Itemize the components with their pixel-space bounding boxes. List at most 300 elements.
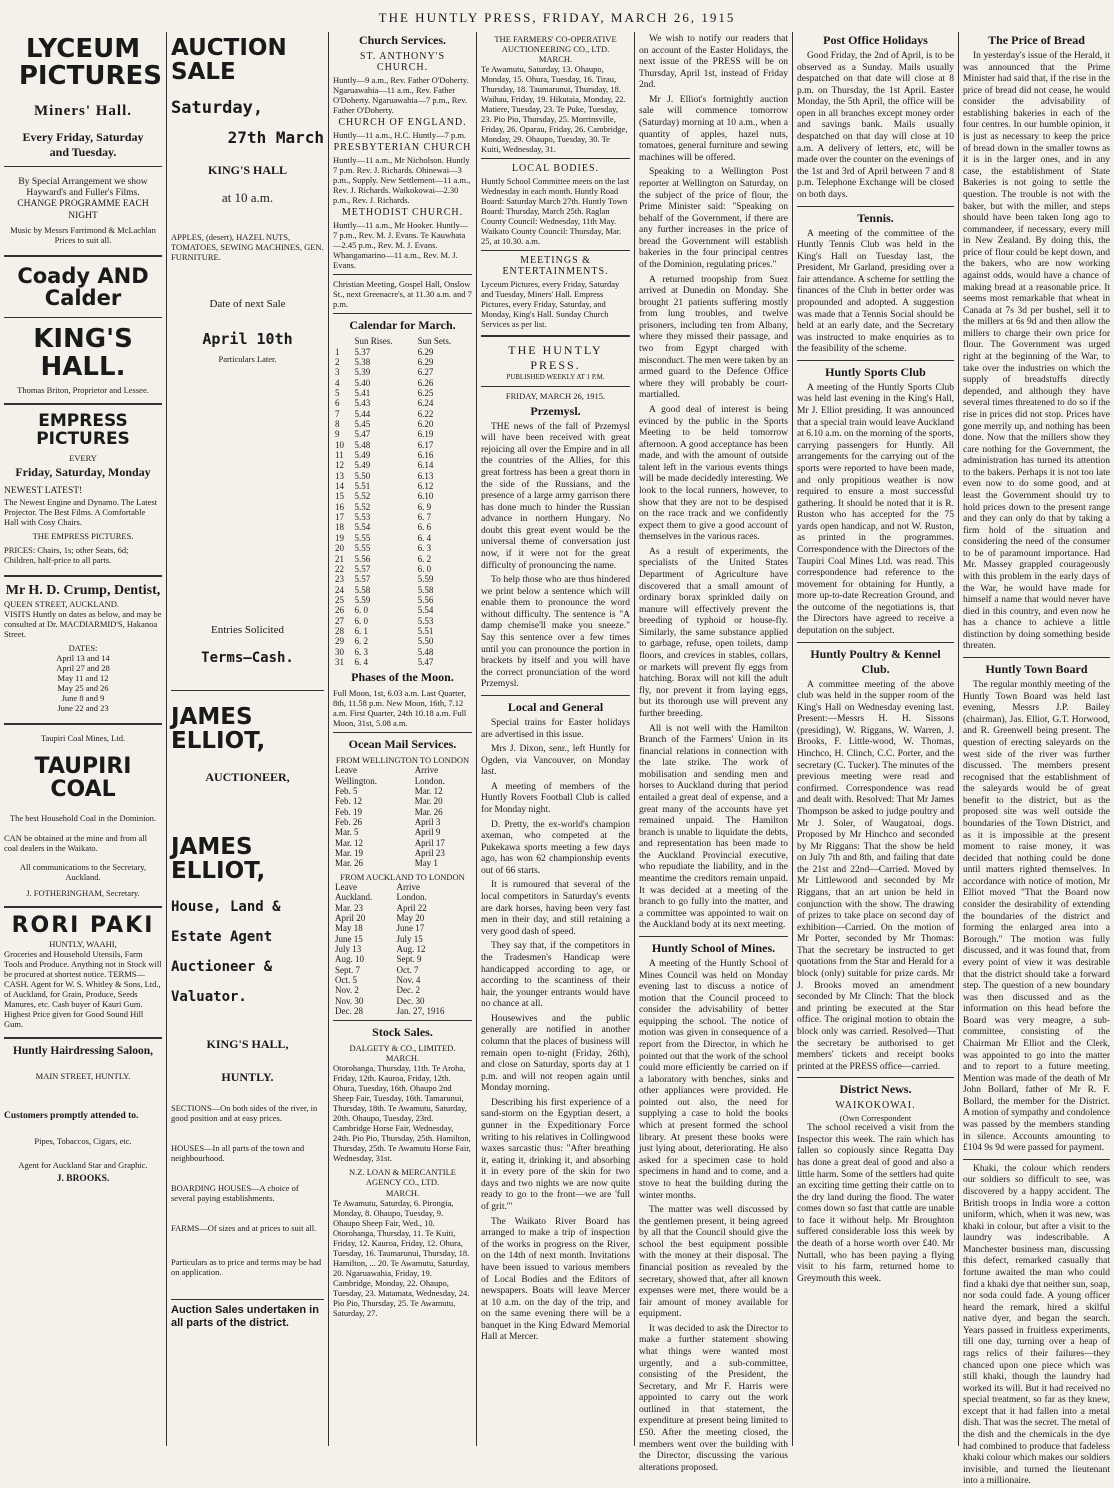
calendar-row-cell: 6. 0: [354, 605, 369, 616]
mail-row-cell: Dec. 30: [396, 995, 425, 1006]
crump-date: April 27 and 28: [56, 663, 110, 674]
calendar-row: [333, 543, 472, 553]
calendar-row: [333, 585, 472, 595]
hairdressing-brooks: J. BROOKS.: [56, 1174, 110, 1185]
waikokowai-title: WAIKOKOWAI.: [835, 1100, 916, 1112]
calendar-row-cell: 7: [335, 408, 340, 419]
calendar-row-cell: 6: [335, 398, 340, 409]
lyceum-subtitle: PICTURES: [18, 61, 162, 92]
mail-row-cell: Feb. 19: [335, 806, 362, 817]
calendar-row-cell: 6.27: [417, 367, 434, 378]
house-land: House, Land &: [171, 898, 281, 915]
mail-header: Wellington.: [335, 775, 378, 786]
calendar-row-cell: 6. 1: [354, 625, 369, 636]
calendar-row-cell: 31: [335, 656, 344, 667]
mail-header: Leave: [335, 765, 357, 776]
auction-day: Saturday,: [171, 98, 264, 119]
calendar-row-cell: 22: [335, 563, 344, 574]
mail-row-cell: May 20: [396, 912, 425, 923]
auction-venue: KING'S HALL: [207, 163, 288, 178]
calendar-row: [333, 450, 472, 460]
calendar-row-cell: 6. 4: [417, 532, 432, 543]
column-2: [167, 30, 328, 1448]
calendar-row-cell: 6.10: [417, 491, 434, 502]
calendar-row-cell: 5.53: [417, 615, 434, 626]
calendar-row-cell: 5.37: [354, 346, 371, 357]
mail-row-cell: Oct. 5: [335, 974, 357, 985]
calendar-row-cell: 5.57: [354, 563, 371, 574]
crump-date: April 13 and 14: [56, 653, 110, 664]
calendar-row: [333, 605, 472, 615]
calendar-row-cell: 6. 2: [417, 553, 432, 564]
mail-row: [333, 965, 472, 975]
calendar-row-cell: 27: [335, 615, 344, 626]
particulars-text: Particulars as to price and terms may be had on application.: [171, 1257, 322, 1278]
local-general-item: The Waikato River Board has arranged to make a trip of inspection of the works in progress on the River, on the 14th of next month. Invitations have been issued to various members of Local Bodies and the Editors of newspapers. Boats will leave Mercer at 10 a.m. on the day of the trip, and on the same evening there will be a banquet in the King Edward Memorial Hall at Mercer.: [481, 1216, 630, 1343]
mail-row: [333, 985, 472, 995]
calendar-row-cell: 5.50: [417, 636, 434, 647]
valuator: Valuator.: [171, 988, 247, 1005]
nz-loan-title: N.Z. LOAN & MERCANTILE AGENCY CO., LTD.: [349, 1167, 456, 1188]
auction-title: AUCTION SALE: [171, 35, 287, 86]
crump-address: QUEEN STREET, AUCKLAND.: [4, 599, 120, 610]
mail-row-cell: Feb. 5: [335, 786, 358, 797]
school-of-mines-text: The matter was well discussed by the gentlemen present, it being agreed by all that the Council should give the school the best equipment possible with the money at their disposal. The financial position as revealed by the secretary, showed that, after all known expenses were met, there would be a fair amount of money available for equipment.: [639, 1205, 788, 1320]
rori-paki: RORI PAKI: [11, 912, 155, 938]
calendar-row: [333, 512, 472, 522]
entries-solicited: Entries Solicited: [210, 624, 284, 637]
england-title: CHURCH OF ENGLAND.: [338, 117, 467, 129]
column-4: [477, 30, 634, 1448]
calendar-row-cell: 6. 6: [417, 522, 432, 533]
calendar-row-cell: 5.54: [417, 605, 434, 616]
empress-every: EVERY: [69, 452, 97, 463]
correspondent: (Own Correspondent: [839, 1113, 912, 1124]
dalgety-title: DALGETY & CO., LIMITED.: [349, 1043, 456, 1054]
calendar-row-cell: 5.40: [354, 377, 371, 388]
przemysl-title: Przemysl.: [530, 403, 581, 418]
calendar-row-cell: 5.43: [354, 398, 371, 409]
mail-row: [333, 975, 472, 985]
calendar-row: [333, 533, 472, 543]
calendar-row-cell: 14: [335, 481, 344, 492]
calendar-row-cell: 6.19: [417, 429, 434, 440]
calendar-row-cell: 5.56: [417, 594, 434, 605]
calendar-row-cell: 11: [335, 450, 344, 461]
mail-row-cell: July 13: [335, 943, 362, 954]
calendar-row-cell: 12: [335, 460, 344, 471]
mail-row-cell: April 23: [414, 848, 445, 859]
farmers-text: Te Awamutu, Saturday, 13. Ohaupo, Monday, 15. Ohura, Tuesday, 16. Tirau, Thursday, 18. Taumarunui, Thursday, 18. Waihau, Friday, 19. Hikutaia, Monday, 22. Matiere, Tuesday, 23. Te Puke, Tuesday, 23. Pio Pio, Thursday, 25. Morrinsville, Friday, 26. Oparau, Friday, 26. Cambridge, Monday, 29. Ohaupo, Tuesday, 30. Te Kuiti, Wednesday, 31.: [481, 64, 628, 155]
taupiri-secretary: J. FOTHERINGHAM, Secretary.: [26, 887, 140, 898]
local-general-item: A meeting of members of the Huntly Rovers Football Club is called for Monday night.: [481, 781, 630, 815]
calendar-row-cell: 6. 4: [354, 656, 369, 667]
farmers-title: THE FARMERS' CO-OPERATIVE AUCTIONEERING CO., LTD.: [494, 34, 617, 55]
mail-row: [333, 848, 472, 858]
calendar-row: [333, 409, 472, 419]
calendar-row: [333, 502, 472, 512]
news-item: We wish to notify our readers that on account of the Easter Holidays, the next issue of the PRESS will be on Thursday, April 1st, instead of Friday 2nd.: [639, 34, 788, 91]
lyceum-arrangement: By Special Arrangement we show Hayward's and Fuller's Films.: [18, 176, 148, 198]
column-6: [793, 30, 958, 1448]
empress-newest: NEWEST LATEST!: [4, 485, 83, 496]
boarding-text: BOARDING HOUSES—A choice of several paying establishments.: [171, 1182, 299, 1203]
calendar-row-cell: 6. 9: [417, 501, 432, 512]
mail-row-cell: Oct. 7: [396, 964, 419, 975]
mail-row-cell: April 22: [396, 902, 427, 913]
mail-row: [333, 934, 472, 944]
calendar-row-cell: 5.56: [354, 553, 371, 564]
mail-row-cell: June 17: [396, 923, 425, 934]
calendar-row-cell: 30: [335, 646, 344, 657]
presbyterian-text: Huntly—11 a.m., Mr Nicholson. Huntly 7 p.m. Rev. J. Richards. Ohinewai—3 p.m., Supply. New Settlement—11 a.m., Rev. J. Richards. Waikokowai—2.30 p.m., Rev. J. Richards.: [333, 155, 471, 206]
calendar-row-cell: 16: [335, 501, 344, 512]
calendar-row-cell: 6.24: [417, 398, 434, 409]
calendar-header: Sun Rises.: [354, 336, 393, 347]
district-news-text: The school received a visit from the Inspector this week. The rain which has fallen so copiously since Regatta Day has done a great deal of good and also a little harm. Some of the settlers had quite an exciting time getting their cattle on to the dry land during the flood. The water comes down so fast that cattle are unable to face it without help. Mr Broughton suffered considerable loss this week by the death of a horse worth over £40. Mr Nuttall, who has been paying a flying visit to his farm, returned home to Greymouth this week.: [797, 1123, 954, 1284]
crump-text: VISITS Huntly on dates as below, and may be consulted at Dr. MACDIARMID'S, Hakanoa Street.: [4, 609, 162, 640]
press-published: PUBLISHED WEEKLY AT 1 P.M.: [506, 373, 605, 382]
rori-address: HUNTLY, WAAHI,: [49, 938, 117, 949]
calendar-row-cell: 18: [335, 522, 344, 533]
price-of-bread-text: In yesterday's issue of the Herald, it was announced that the Prime Minister had said that, if the rise in the price of bread did not cease, he would consider the advisability of establishing bakeries in each of the four centres. In our humble opinion, it is just as necessary to keep the price of bread down in the smaller towns as it is in the larger ones, and in any case, the establishment of State Bakeries is not going to settle the question. The trouble is not with the baker, but with the miller, and steps should have been taken long ago to commandeer, if necessary, every mill in New Zealand. By doing this, the price of flour could be kept down, and the bakers, who are now working against odds, would have a chance of making bread at a reasonable price. It seems most remarkable that wheat in Canada at 7s 3d per bushel, sell it to the millers at 6s 9d and then allow the millers to charge their own price for flour. The Government was urged right at the beginning of the War, to take over the industries on which the supply of breadstuffs directly depended, and although they have several times threatened to do so if the rise in prices did not stop. Prices have gone merrily up, and nothing has been done. Now that the millers show they care nothing for the Government, the administration has turned its attention to the bakers. Perhaps it is not too late even now to do some good, and at least the Government should try to hold prices down to the present range and they can only do that by taking a firm hold of the situation and considering the need of the consumer to be of paramount importance. Had Mr. Massey grappled courageously with this problem in the early days of the War, he would have made for himself a name that would never have died in this country, and even now he has a chance to achieve a little distinction by doing something beside threaten.: [963, 51, 1110, 652]
kings-hall-title: KING'S HALL.: [33, 324, 133, 382]
calendar-row-cell: 8: [335, 419, 340, 430]
calendar-row-cell: 9: [335, 429, 340, 440]
calendar-row-cell: 6.26: [417, 377, 434, 388]
calendar-row-cell: 6.12: [417, 481, 434, 492]
mail-row-cell: Jan. 27, 1916: [396, 1005, 445, 1016]
district-news-title: District News.: [839, 1082, 912, 1097]
news-item: A returned troopship from Suez arrived at Dunedin on Monday. She brought 21 patients suffering mostly from lung troubles, and twelve prisoners, including ten from Albany, where they missed their passage, and two from Egypt charged with misconduct. The men were taken by an armed guard to the Defence Office where they will probably be court-martialled.: [639, 274, 788, 401]
mail-row-cell: Aug. 12: [396, 943, 426, 954]
mail-header: London.: [414, 775, 445, 786]
calendar-row-cell: 6. 3: [417, 543, 432, 554]
mail-row: [333, 807, 472, 817]
mail-row-cell: July 15: [396, 933, 423, 944]
mail-row-cell: Nov. 4: [396, 974, 421, 985]
local-bodies-text: Huntly School Committee meets on the last Wednesday in each month. Huntly Road Board: Saturday March 27th. Huntly Town Board: Thursday, March 25th. Raglan County Council: Wednesday, 11th May. Waikato County Council: Thursday, Mar. 25, at 10.30. a.m.: [481, 176, 630, 247]
calendar-row-cell: 6. 7: [417, 512, 432, 523]
calendar-row-cell: 6.16: [417, 450, 434, 461]
calendar-row-cell: 6.25: [417, 388, 434, 398]
mail-wellington-table: [333, 765, 472, 868]
taupiri-coal: TAUPIRI COAL: [34, 754, 132, 803]
calendar-row: [333, 398, 472, 408]
news-item: Speaking to a Wellington Post reporter at Wellington on Saturday, on the subject of the price of flour, the Prime Minister said: "Speaking on behalf of the Government, if there are any further increases in the price of bread the Government will establish bakeries in the four principal centres of the Dominion, regulating prices.": [639, 167, 788, 270]
terms-cash: Terms—Cash.: [201, 650, 294, 667]
mail-header: Arrive: [396, 881, 420, 892]
calendar-row-cell: 6. 0: [417, 563, 432, 574]
hairdressing-street: MAIN STREET, HUNTLY.: [35, 1070, 131, 1081]
mail-row-cell: Mar. 12: [414, 786, 443, 797]
press-date: FRIDAY, MARCH 26, 1915.: [505, 390, 606, 401]
calendar-row-cell: 5.57: [354, 574, 371, 585]
calendar-header: Sun Sets.: [417, 336, 452, 347]
auction-undertaken: Auction Sales undertaken in all parts of the district.: [171, 1304, 319, 1330]
mail-row-cell: Mar. 5: [335, 827, 359, 838]
mail-row: [333, 996, 472, 1006]
empress-props: THE EMPRESS PICTURES.: [32, 531, 134, 542]
crump-date: May 25 and 26: [57, 683, 109, 694]
kings-hall-proprietor: Thomas Briton, Proprietor and Lessee.: [17, 384, 149, 395]
empress-description: The Newest Engine and Dynamo. The Latest Projector. The Best Films. A Comfortable Hall with Cosy Chairs.: [4, 496, 158, 528]
calendar-row-cell: 4: [335, 377, 340, 388]
taupiri-obtain: CAN be obtained at the mine and from all coal dealers in the Waikato.: [4, 833, 148, 854]
church-services-title: Church Services.: [358, 33, 447, 47]
calendar-row-cell: 5.55: [354, 532, 371, 543]
masthead: THE HUNTLY PRESS, FRIDAY, MARCH 26, 1915: [378, 10, 736, 25]
dalgety-month: MARCH.: [385, 1053, 420, 1064]
calendar-row-cell: 5.49: [354, 460, 371, 471]
calendar-row-cell: 20: [335, 543, 344, 554]
mail-row: [333, 796, 472, 806]
taupiri-company: Taupiri Coal Mines, Ltd.: [40, 733, 126, 744]
calendar-row: [333, 440, 472, 450]
calendar-row: [333, 636, 472, 646]
calendar-row: [333, 595, 472, 605]
local-general-item: Describing his first experience of a sand-storm on the Egyptian desert, a gunner in the Expeditionary Force writing to his relatives in Collingwood waxes sarcastic thus: "After breathing it, eating it, drinking it, and absorbing it in every pore of the skin for two days and two nights we are now quite ready to go to the front—we are 'full of grit.'": [481, 1097, 630, 1213]
crump-dates-label: DATES:: [68, 643, 98, 654]
calendar-row: [333, 554, 472, 564]
calendar-row-cell: 5: [335, 388, 340, 398]
khaki-text: Khaki, the colour which renders our soldiers so difficult to see, was discovered by a happy accident. The British troops in India wore a cotton uniform, which, when it was new, was khaki in colour, but after a visit to the laundry was indescribable. A Manchester business man, discussing this defect, remarked casually that fortune awaited the man who could find a khaki dye that neither sun, soap, nor soda could fade. A young officer heard the remark, hired a skilful native dyer, and began the search. Years passed in fruitless experiments, till one day, turning over a heap of rags relics of their failures—they chanced upon one piece which was still khaki, though the laundry had worked its will. But it had received no special treatment, so far as they knew, except that it had fallen into a metal dish. That was the secret. The metal of the dish and the chemicals in the dye had combined to produce that fadeless khaki colour which makes our soldiers invisible, and turned the lieutenant into a millionaire.: [963, 1163, 1110, 1487]
news-item: As a result of experiments, the specialists of the United States Department of Agriculture have discovered that a small amount of ordinary borax sprinkled daily on manure will effectively prevent the breeding of typhoid or house-fly. Similarly, the same substance applied to garbage, refuse, open toilets, damp floors, and crevices in stables, collars, or markets will prevent fly eggs from hatching. Borax will not kill the adult fly, nor prevent it from laying eggs, but its thorough use will prevent any further breeding.: [639, 546, 788, 719]
taupiri-communications: All communications to the Secretary, Auckland.: [19, 861, 147, 882]
lyceum-change: CHANGE PROGRAMME EACH NIGHT: [17, 199, 149, 221]
nz-loan-month: MARCH.: [385, 1187, 420, 1198]
mail-row-cell: April 17: [414, 837, 445, 848]
calendar-row-cell: 6.29: [417, 346, 434, 357]
calendar-row-cell: 2: [335, 356, 340, 367]
calendar-table: [333, 336, 472, 667]
mail-row-cell: Feb. 26: [335, 817, 362, 828]
calendar-row-cell: 29: [335, 636, 344, 647]
mail-row-cell: June 15: [335, 933, 363, 944]
calendar-row: [333, 388, 472, 398]
calendar-row-cell: 3: [335, 367, 340, 378]
mail-row-cell: May 18: [335, 923, 363, 934]
calendar-row-cell: 5.59: [354, 594, 371, 605]
auction-items: APPLES, (desert), HAZEL NUTS, TOMATOES, SEWING MACHINES, GEN. FURNITURE.: [171, 232, 324, 263]
st-anthony-title: ST. ANTHONY'S CHURCH.: [359, 51, 446, 73]
mail-row-cell: May 1: [414, 858, 438, 869]
news-item: Mr J. Elliot's fortnightly auction sale will commence tomorrow (Saturday) morning at 10 a.m., when a quantity of apples, hazel nuts, tomatoes, general furniture and sewing machines will be offered.: [639, 94, 788, 163]
poultry-club-text: A committee meeting of the above club was held in the supper room of the King's Hall on Wednesday evening last. Present:—Messrs H. H. Sissons (presiding), W. Riggans, W. Warren, J. Brooks, F. Little-wood, W. Thomas, Hinchco, H. Clinch, C.C. Porter, and the secretary (C. Tucker). The minutes of the previous meeting were read and confirmed. Correspondence was read and dealt with. Resolved: That Mr James Thompson be asked to judge poultry and Mr J. Soler, of Waugatoai, dogs. Proposed by Mr Hinchco and seconded by Mr Riggans: That the show be held on July 7th and 8th, and failing that date the 21st and 22nd—Carried. Moved by Mr Littlewood and seconded by Mr Riggans, that an art union be held in conjunction with the show. The drawing of prizes to take place on second day of exhibition—Carried. On the motion of Mr Porter, seconded by Mr Thomas: That the secretary be instructed to get quotations from the Star and Herald for a block (only) suitable for prize cards. Mr J. Brooks moved an amendment seconded by Mr Clinch: That the block and printing be executed at the Star office. The original motion to obtain the block only was carried. Resolved—That the secretary be authorised to get members' tickets and receipt books printed at the PRESS office—carried.: [797, 679, 954, 1072]
tennis-text: A meeting of the committee of the Huntly Tennis Club was held in the King's Hall on Tuesday last, the President, Mr Garland, presiding over a fair attendance. A scheme for settling the finances of the Club in better order was propounded and adopted. A suggestion was made that a Tennis Social should be held at an early date, and the Secretary was instructed to make enquiries as to the feasibility of the scheme.: [797, 228, 954, 355]
calendar-row-cell: 5.44: [354, 408, 371, 419]
meetings-title: MEETINGS & ENTERTAINMENTS.: [502, 255, 609, 278]
mail-row-cell: Mar. 23: [335, 902, 363, 913]
mail-row-cell: Aug. 10: [335, 954, 364, 965]
calendar-row: [333, 471, 472, 481]
calendar-title: Calendar for March.: [349, 318, 456, 333]
kings-hall-address: KING'S HALL,: [206, 1036, 289, 1051]
calendar-row: [333, 460, 472, 470]
calendar-row-cell: 15: [335, 491, 344, 502]
calendar-row-cell: 6. 0: [354, 615, 369, 626]
column-5: [635, 30, 792, 1473]
calendar-row-cell: 1: [335, 346, 340, 357]
estate-agent: Estate Agent: [171, 928, 273, 945]
calendar-row: [333, 616, 472, 626]
mail-header: Arrive: [414, 765, 439, 776]
price-of-bread-title: The Price of Bread: [988, 33, 1085, 47]
calendar-row-cell: 5.53: [354, 512, 371, 523]
przemysl-text: To help those who are thus hindered we print below a sentence which will enable them to pronounce the word without difficulty. The sentence is "A damp chemise'll make you sneeze." Say this sentence over a few times until you can pronounce the portion in brackets by itself and you will have the correct pronunciation of the word Przemysl.: [481, 575, 630, 690]
rori-text: Groceries and Household Utensils, Farm Tools and Produce. Anything not in Stock will be procured at shortest notice. TERMS—CASH. Agent for W. S. Whitley & Sons, Ltd., of Auckland, for Grain, Produce, Seeds Manures, etc. Cash buyer of Kauri Gum. Highest Price given for Good Sound Hill Gum.: [4, 948, 162, 1029]
taupiri-best: The best Household Coal in the Dominion.: [9, 813, 157, 824]
mail-header: Leave: [335, 881, 357, 892]
huntly-address: HUNTLY.: [221, 1069, 274, 1084]
mail-row-cell: April 9: [414, 827, 441, 838]
sports-club-text: A meeting of the Huntly Sports Club was held last evening in the King's Hall, Mr J. Elliot presiding. It was announced that a special train would leave Auckland at 6.10 a.m. on the morning of the sports, carrying passengers for Huntly. All arrangements for the carrying out of the sports were reported to have been made, and only propitious weather is now required to ensure a most successful gathering. It should be noted that it is R. Ruston who has accepted for the 75 yards open handicap, and not W. Ruston, as printed in the programmes. Correspondence with the Directors of the Taupiri Coal Mines Ltd. was read. This correspondence had reference to the movement for obtaining for Huntly, a more up-to-date Recreation Ground, and the outcome of the negotiations is, that the Directors have agreed to receive a deputation on the subject.: [797, 382, 954, 637]
mail-row: [333, 838, 472, 848]
calendar-row-cell: 5.51: [354, 481, 371, 492]
local-general-item: They say that, if the competitors in the Tradesmen's Handicap were handicapped according to age, or according to the scantiness of their hair, the younger entrants would have no chance at all.: [481, 941, 630, 1010]
next-sale-label: Date of next Sale: [209, 298, 286, 311]
hairdressing-pipes: Pipes, Tobaccos, Cigars, etc.: [34, 1136, 132, 1147]
calendar-row: [333, 429, 472, 439]
calendar-row-cell: 5.48: [354, 439, 371, 450]
moon-title: Phases of the Moon.: [351, 670, 454, 685]
local-general-item: D. Pretty, the ex-world's champion axeman, who competed at the Pukekawa sports meeting a few days ago, has won 62 championship events out of 66 starts.: [481, 819, 630, 876]
mail-row-cell: Mar. 20: [414, 796, 443, 807]
calendar-row-cell: 26: [335, 605, 344, 616]
mail-row: [333, 827, 472, 837]
hairdressing-title: Huntly Hairdressing Saloon,: [12, 1044, 154, 1057]
coady-calder: Coady AND Calder: [17, 264, 149, 311]
crump-date: May 11 and 12: [57, 673, 109, 684]
mail-row-cell: Dec. 2: [396, 985, 420, 996]
calendar-row-cell: 5.55: [354, 543, 371, 554]
press-title: THE HUNTLY PRESS.: [508, 343, 603, 373]
hairdressing-customers: Customers promptly attended to.: [4, 1110, 139, 1121]
column-3: [329, 30, 476, 1448]
auction-time: at 10 a.m.: [221, 190, 274, 206]
dalgety-text: Otorohanga, Thursday, 11th. Te Aroha, Friday, 12th. Kauroa, Friday, 12th. Ohura, Tuesday, 16th. Ohaupo 2nd Sheep Fair, Tuesday, 16th. Tamarunui, Thursday, 18th. Te Awamutu, Saturday, 20th. Ohaupo, Tuesday, 23rd. Cambridge Horse Fair, Wednesday, 24th. Pio Pio, Thursday, 25th. Hamilton, Thursday, 25th. Te Awamutu Horse Fair, Wednesday, 31st.: [333, 1063, 471, 1164]
calendar-row: [333, 574, 472, 584]
st-anthony-text: Huntly—9 a.m., Rev. Father O'Doherty. Ngaruawahia—11 a.m., Rev. Father O'Doherty. Ngaruawahia—7 p.m., Rev. Father O'Doherty.: [333, 75, 469, 116]
mail-row: [333, 817, 472, 827]
calendar-row-cell: 5.51: [417, 625, 434, 636]
tennis-title: Tennis.: [857, 210, 894, 225]
mail-row: [333, 786, 472, 796]
calendar-row-cell: 5.58: [354, 584, 371, 595]
local-general-item: It is rumoured that several of the local competitors in Saturday's events are dark horses, having been very fast men in their day, and still retaining a very good dash of speed.: [481, 880, 630, 937]
calendar-row-cell: 21: [335, 553, 344, 564]
calendar-row-cell: 6.13: [417, 470, 434, 481]
christian-meeting: Christian Meeting, Gospel Hall, Onslow St., next Greenacre's, at 11.30 a.m. and 7 p.m.: [333, 279, 472, 310]
next-sale-date: April 10th: [202, 330, 293, 349]
calendar-row-cell: 6.14: [417, 460, 434, 471]
mail-row-cell: Mar. 12: [335, 837, 363, 848]
calendar-row-cell: 25: [335, 594, 344, 605]
mail-row-cell: Dec. 28: [335, 1005, 363, 1016]
mail-row-cell: Mar. 26: [414, 806, 443, 817]
school-of-mines-text: It was decided to ask the Director to make a further statement showing what things were wanted most urgently, and a sub-committee, consisting of the President, the Secretary, and Mr F. Harris were appointed to carry out the work outlined in that statement, the expenditure at present being limited to £50. After the meeting closed, the members went over the building with the Director, discussing the various alterations proposed.: [639, 1323, 788, 1473]
auction-date: 27th March: [227, 128, 324, 148]
calendar-row-cell: 5.47: [354, 429, 371, 440]
calendar-row: [333, 647, 472, 657]
calendar-row-cell: 5.52: [354, 491, 371, 502]
james-elliot-2: JAMES ELLIOT,: [171, 833, 266, 884]
mail-row: [333, 954, 472, 964]
mail-row-cell: April 3: [414, 817, 441, 828]
mail-row-cell: Sept. 9: [396, 954, 422, 965]
mail-row: [333, 858, 472, 868]
sports-club-title: Huntly Sports Club: [825, 364, 926, 379]
calendar-row: [333, 481, 472, 491]
calendar-row: [333, 522, 472, 532]
empress-prices: PRICES: Chairs, 1s; other Seats, 6d; Children, half-price to all parts.: [4, 545, 129, 566]
england-text: Huntly—11 a.m., H.C. Huntly—7 p.m.: [333, 130, 467, 141]
mail-row-cell: Mar. 19: [335, 848, 363, 859]
farms-text: FARMS—Of sizes and at prices to suit all.: [171, 1223, 317, 1233]
empress-days: Friday, Saturday, Monday: [15, 464, 151, 479]
mail-auckland: FROM AUCKLAND TO LONDON: [340, 871, 465, 882]
calendar-row-cell: 6. 2: [354, 636, 369, 647]
mail-header: London.: [396, 892, 427, 903]
calendar-row-cell: 28: [335, 625, 344, 636]
local-bodies-title: LOCAL BODIES.: [511, 163, 600, 175]
methodist-title: METHODIST CHURCH.: [341, 207, 464, 219]
post-office-text: Good Friday, the 2nd of April, is to be observed as a Sunday. Mails usually despatched on that date will close at 8 p.m. on Thursday, the 1st April. Easter Monday, the 5th April, the office will be open in all branches except money order and savings bank. Mails usually despatched on that day will close at 10 a.m. A delivery of letters, etc, will be made over the counter on the evenings of the 1st and 3rd of April between 7 and 8 p.m. Telephone Exchange will be closed on both days.: [797, 51, 954, 200]
mail-wellington: FROM WELLINGTON TO LONDON: [335, 755, 470, 766]
mail-row-cell: Sept. 7: [335, 964, 361, 975]
mail-auckland-table: [333, 882, 472, 1016]
houses-text: HOUSES—In all parts of the town and neighbourhood.: [171, 1142, 305, 1163]
crump-date: June 8 and 9: [61, 693, 105, 704]
local-general-item: Housewives and the public generally are notified in another column that the places of business will remain open to-night (Friday, 26th), and close on Saturday, sports day at 1 p.m. and will not reopen again until Monday morning.: [481, 1013, 630, 1094]
james-elliot-1: JAMES ELLIOT,: [171, 704, 266, 755]
calendar-row: [333, 564, 472, 574]
lyceum-days: Every Friday, Saturday and Tuesday.: [22, 129, 144, 159]
town-board-title: Huntly Town Board: [985, 662, 1088, 677]
calendar-row-cell: 23: [335, 574, 344, 585]
town-board-text: The regular monthly meeting of the Huntly Town Board was held last evening, Messrs J.P. Bailey (chairman), Jas. Elliot, G.T. Horwood, and R. Greenwell being present. The question of erecting saleyards on the west side of the river was further discussed. The members present recognised that the establishment of the saleyards would be of great benefit to the district, but as the proposed site was well outside the boundaries of the Town District, and as it is impossible at the present moment to raise money, it was decided that nothing could be done until matters righted themselves. In accordance with notice of motion, Mr Elliot moved "That the Board now consider the desirability of extending the boundaries of the district and forming the enlarged area into a Borough." The motion was fully discussed, and it was found that, from every point of view it was desirable that the district should take a forward step. The question of a new boundary was then discussed and as the information on this head before the Board was very meagre, a sub-committee, consisting of the Chairman Mr Elliot and the Clerk, was appointed to go into the matter and to report to a future meeting. Mention was made of the death of Mr John Bollard, father of Mr R. F. Bollard, the member for the District. A motion of sympathy and condolence was passed by the members standing in silence. Accounts amounting to £104 9s 9d were passed for payment.: [963, 680, 1110, 1154]
calendar-row-cell: 5.38: [354, 356, 371, 367]
calendar-row-cell: 5.45: [354, 419, 371, 430]
calendar-row-cell: 5.54: [354, 522, 371, 533]
local-general-title: Local and General: [507, 699, 604, 714]
presbyterian-title: PRESBYTERIAN CHURCH: [333, 142, 472, 154]
calendar-row-cell: 5.59: [417, 574, 434, 585]
auctioneer-label: AUCTIONEER,: [205, 769, 290, 784]
school-of-mines-title: Huntly School of Mines.: [651, 940, 776, 955]
crump-date: June 22 and 23: [57, 703, 109, 714]
calendar-row-cell: 6.20: [417, 419, 434, 430]
calendar-row-cell: 5.52: [354, 501, 371, 512]
mail-row-cell: Feb. 12: [335, 796, 362, 807]
sections-text: SECTIONS—On both sides of the river, in good position and at easy prices.: [171, 1102, 318, 1123]
calendar-row-cell: 5.58: [417, 584, 434, 595]
methodist-text: Huntly—11 a.m., Mr Hooker. Huntly—7 p.m., Rev. M. J. Evans. Te Kauwhata—2.45 p.m., Rev. M. J. Evans. Whangamarino—11 a.m., Rev. M. J. Evans.: [333, 220, 469, 271]
auctioneer-and: Auctioneer &: [171, 958, 273, 975]
przemysl-text: THE news of the fall of Przemysl will have been received with great rejoicing all over the Empire and in all the countries of the Allies, for this great fortress has been a great thorn in the side of the Russians, and the presence of a large army garrison there has done much to hinder the Russian advance in northern Hungary. No doubt this great event would be the universal theme of conversation just now, if it were not for the great difficulty of pronouncing the name.: [481, 421, 630, 571]
column-1: [0, 30, 166, 1448]
mail-header: Auckland.: [335, 892, 373, 903]
calendar-row: [333, 357, 472, 367]
mail-row-cell: Nov. 2: [335, 985, 359, 996]
school-of-mines-text: A meeting of the Huntly School of Mines Council was held on Monday evening last to discuss a notice of motion that the Council proceed to consider the advisability of better equipping the school. The notice of motion was given in consequence of a report from the Director, in which he pointed out that the work of the school could more efficiently be carried on if a laboratory with benches, sinks and other appliances were provided. He pointed out also, the need for supplying a case to hold the books which at present formed the school library. At present these books were just lying about, deteriorating. He also asked for a specimen case to hold specimens in hand and to come, and a stove to heat the building during the winter months.: [639, 958, 788, 1201]
calendar-row: [333, 626, 472, 636]
calendar-row-cell: 5.47: [417, 656, 434, 667]
miners-hall: Miners' Hall.: [34, 102, 132, 119]
post-office-title: Post Office Holidays: [823, 33, 928, 47]
calendar-row-cell: 6.29: [417, 356, 434, 367]
moon-text: Full Moon, 1st, 6.03 a.m. Last Quarter, 8th, 11.58 p.m. New Moon, 16th, 7.12 a.m. First Quarter, 24th 10.18 a.m. Full Moon, 31st, 5.08 a.m.: [333, 688, 467, 729]
